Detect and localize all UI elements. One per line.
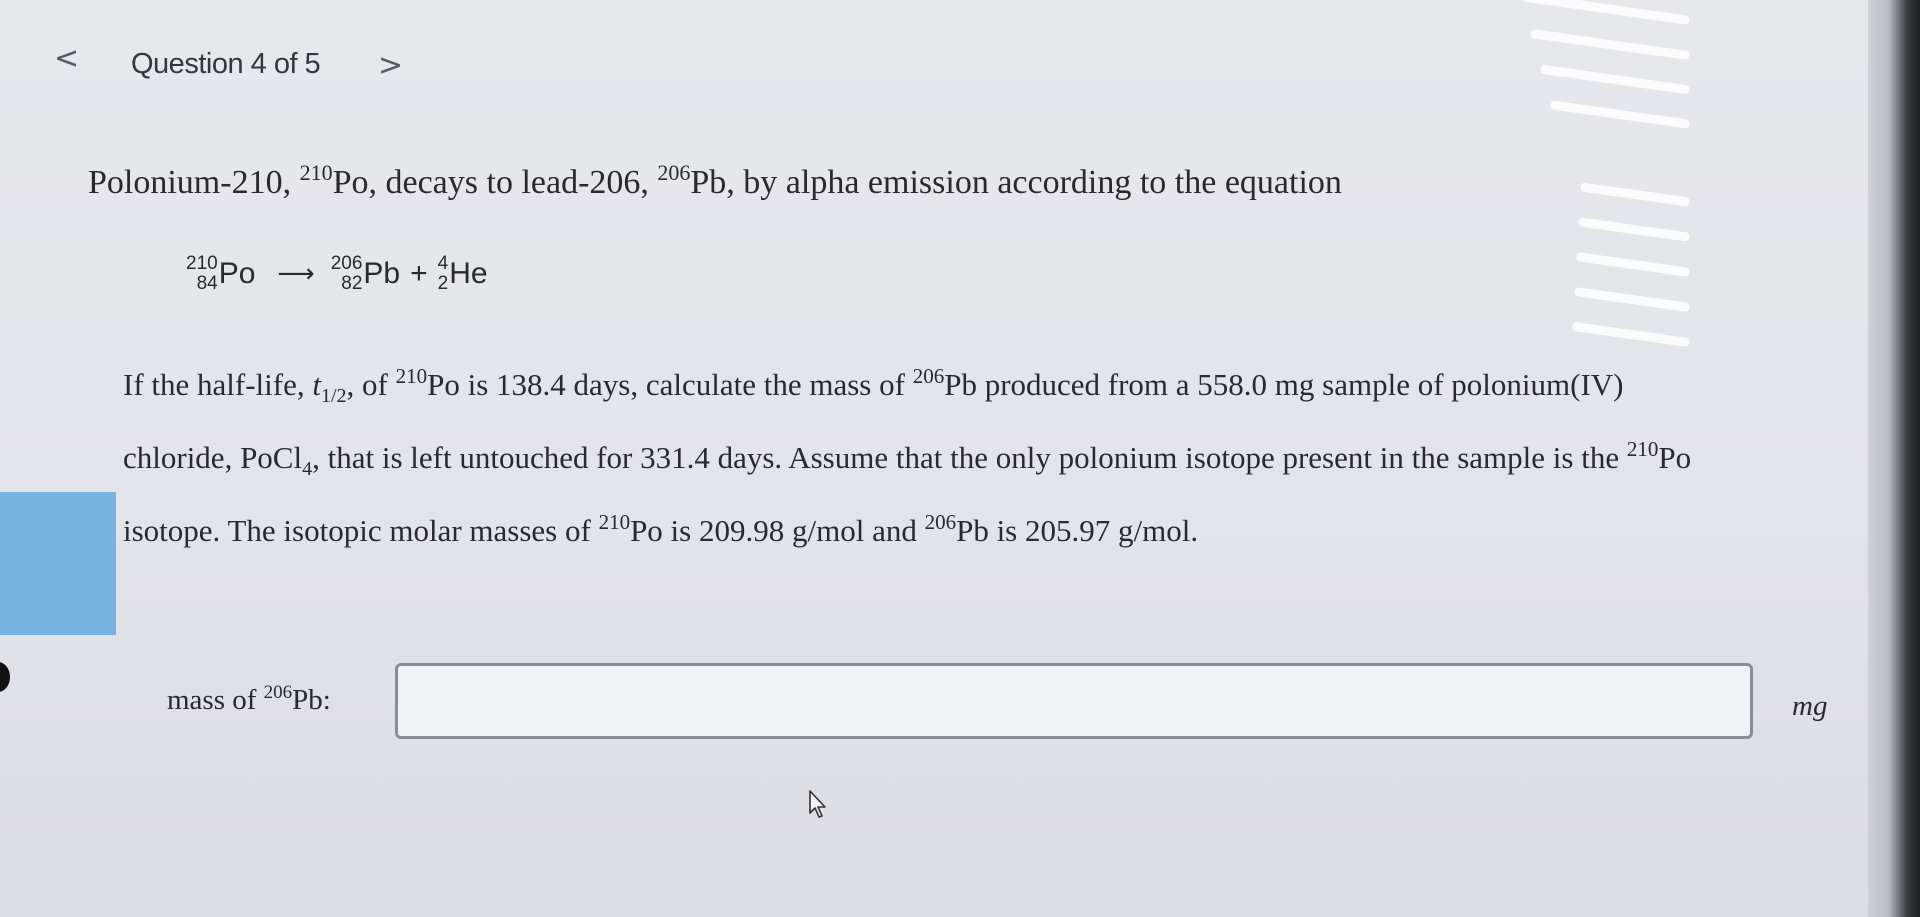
question-intro: Polonium-210, $^{210}$Po, decays to lead-206, $^{206}$Pb, by alpha emission according to the equation: [88, 160, 1342, 201]
mouse-pointer-icon: [808, 789, 830, 824]
isotope-mass: 206: [657, 160, 691, 185]
side-indicator: [0, 662, 10, 692]
body-line-2: chloride, PoCl$_4$, that is left untouched for 331.4 days. Assume that the only polonium isotope present in the sample is the $^{210}$Po: [123, 437, 1692, 481]
mass-answer-input[interactable]: [395, 663, 1753, 739]
isotope-mass: 210: [299, 160, 333, 185]
screen-glare: [1500, 0, 1720, 360]
body-line-3: isotope. The isotopic molar masses of $^{210}$Po is 209.98 g/mol and $^{206}$Pb is 205.97 g/mol.: [123, 510, 1199, 549]
question-body: [123, 350, 1863, 557]
question-counter: Question 4 of 5: [131, 48, 321, 80]
chevron-left-icon[interactable]: <: [54, 41, 80, 76]
unit-label: mg: [1792, 690, 1828, 722]
body-line-1: If the half-life, $t_{1/2}$, of $^{210}$Po is 138.4 days, calculate the mass of $^{206}$Pb produced from a 558.0 mg sample of polonium(IV): [123, 364, 1624, 408]
decay-equation: [186, 254, 488, 294]
side-panel-tab[interactable]: [0, 492, 116, 635]
reaction-arrow: ⟶: [277, 259, 315, 289]
screen-bezel-edge: [1868, 0, 1920, 917]
plus-sign: +: [410, 257, 428, 290]
nuclide-he: 4 2 He: [437, 253, 488, 294]
nuclide-pb: 206 82 Pb: [330, 253, 401, 294]
answer-label: mass of $^{206}$Pb:: [167, 682, 331, 716]
nuclide-po: 210 84 Po: [186, 253, 256, 294]
chevron-right-icon[interactable]: >: [378, 48, 404, 83]
